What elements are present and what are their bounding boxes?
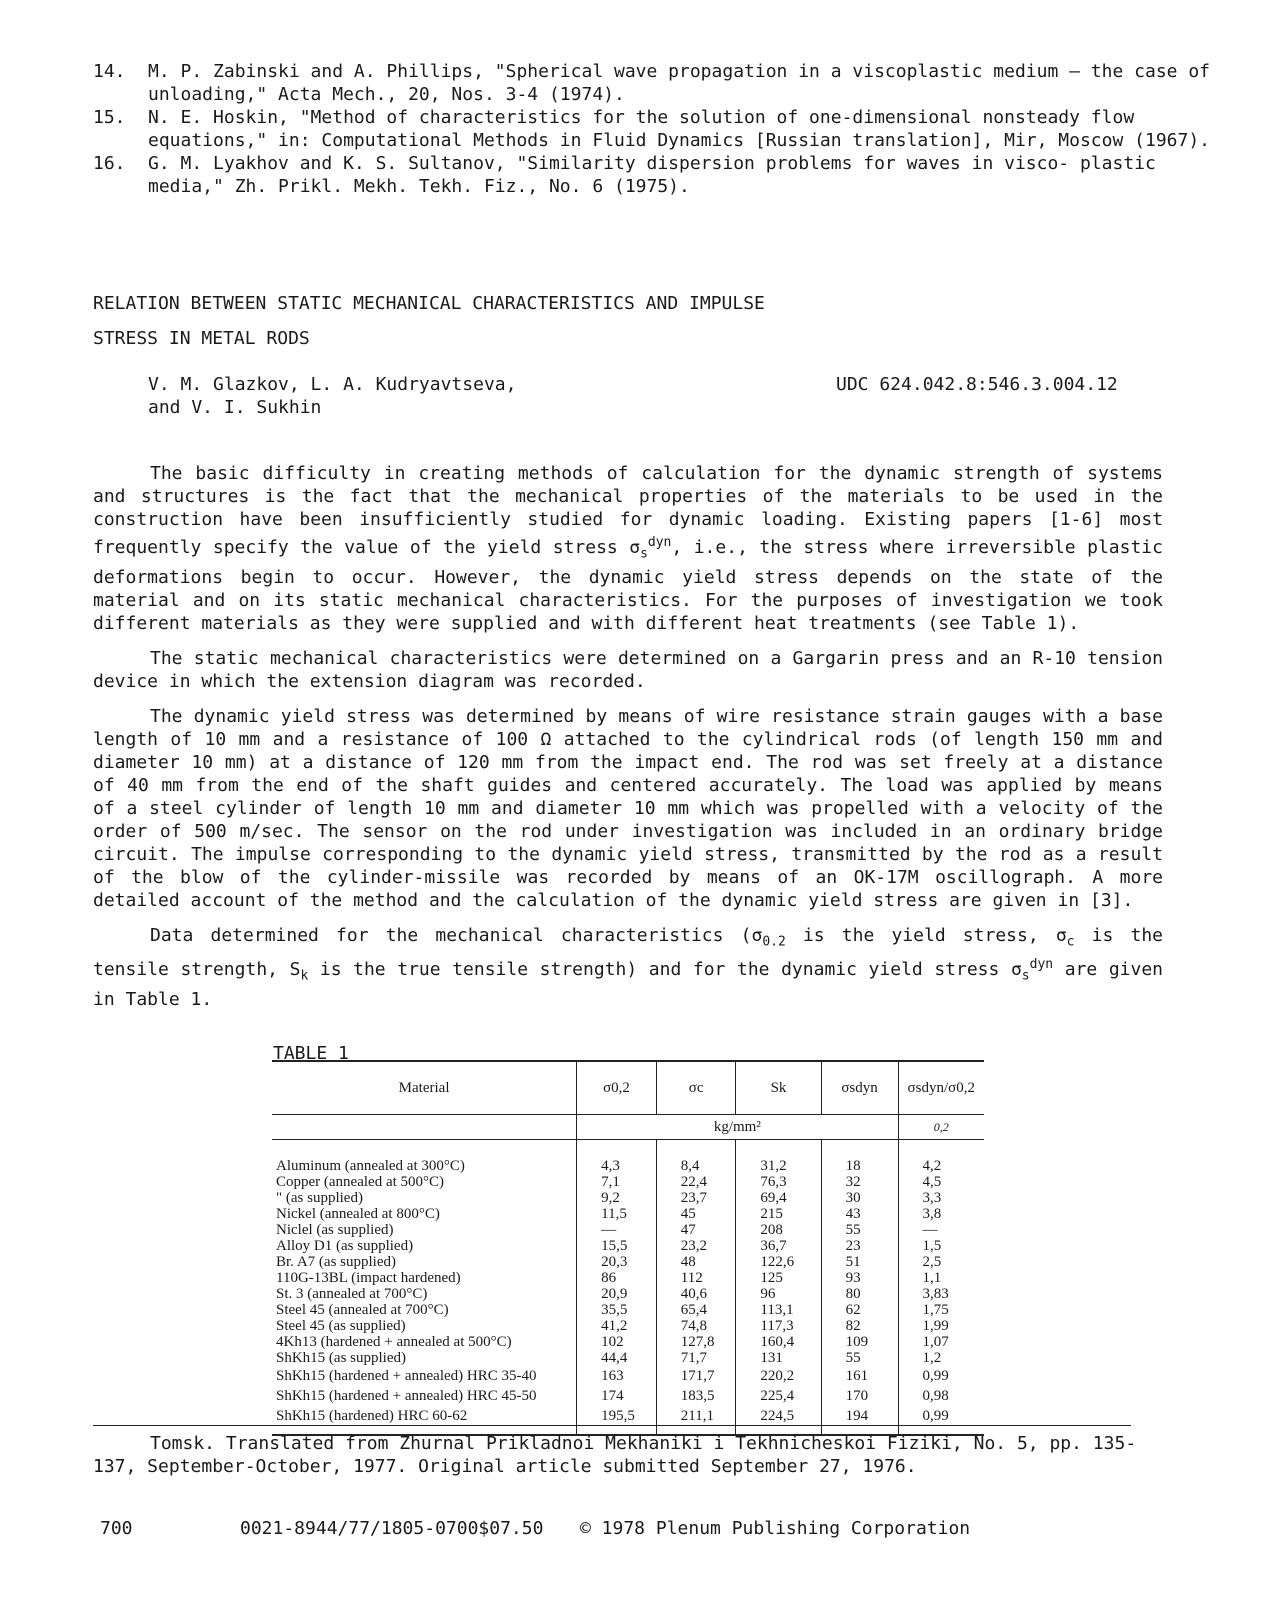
cell-sigma-dyn: 161 — [821, 1366, 898, 1386]
cell-sk: 96 — [736, 1286, 821, 1302]
cell-sk: 122,6 — [736, 1254, 821, 1270]
cell-material: " (as supplied) — [276, 1190, 363, 1206]
cell-material: Steel 45 (as supplied) — [276, 1318, 406, 1334]
cell-sk: 131 — [736, 1350, 821, 1366]
table-row — [272, 1350, 984, 1366]
article-title-line-1: RELATION BETWEEN STATIC MECHANICAL CHARACTERISTICS AND IMPULSE — [93, 293, 765, 314]
cell-sigma-c: 8,4 — [656, 1158, 736, 1174]
cell-material: St. 3 (annealed at 700°C) — [276, 1286, 428, 1302]
reference-text: N. E. Hoskin, "Method of characteristics for the solution of one-dimensional nonsteady flow equations," in: Computational Methods in Fluid Dynamics [Russian translation], Mir, Moscow (1967). — [148, 107, 1211, 151]
reference-text: G. M. Lyakhov and K. S. Sultanov, "Similarity dispersion problems for waves in visco- plastic media," Zh. Prikl. Mekh. Tekh. Fiz., No. 6 (1975). — [148, 153, 1167, 197]
cell-ratio: 1,99 — [898, 1318, 984, 1334]
cell-sigma-dyn: 18 — [821, 1158, 898, 1174]
cell-sigma-02: 195,5 — [577, 1406, 657, 1426]
cell-material: ShKh15 (as supplied) — [276, 1350, 406, 1366]
cell-ratio: 0,99 — [898, 1366, 984, 1386]
cell-ratio: — — [898, 1222, 984, 1238]
cell-sk: 117,3 — [736, 1318, 821, 1334]
reference-number: 14. — [93, 61, 126, 82]
cell-sigma-02: 11,5 — [577, 1206, 657, 1222]
cell-sigma-c: 47 — [656, 1222, 736, 1238]
cell-sigma-02: 20,9 — [577, 1286, 657, 1302]
cell-ratio: 1,75 — [898, 1302, 984, 1318]
cell-ratio: 0,99 — [898, 1406, 984, 1426]
cell-sk: 224,5 — [736, 1406, 821, 1426]
cell-sigma-02: 20,3 — [577, 1254, 657, 1270]
table-row — [272, 1206, 984, 1222]
cell-sigma-c: 127,8 — [656, 1334, 736, 1350]
header-sigma-dyn: σsdyn — [821, 1061, 898, 1115]
reference-item — [93, 152, 1213, 198]
references-list — [93, 60, 1221, 198]
cell-sigma-02: 4,3 — [577, 1158, 657, 1174]
cell-sigma-dyn: 82 — [821, 1318, 898, 1334]
udc-code: UDC 624.042.8:546.3.004.12 — [836, 374, 1118, 395]
cell-sigma-dyn: 55 — [821, 1350, 898, 1366]
cell-material: Steel 45 (annealed at 700°C) — [276, 1302, 449, 1318]
cell-ratio: 0,98 — [898, 1386, 984, 1406]
cell-sk: 225,4 — [736, 1386, 821, 1406]
header-material: Material — [272, 1061, 577, 1115]
cell-sigma-c: 23,7 — [656, 1190, 736, 1206]
paragraph-1: The basic difficulty in creating methods of calculation for the dynamic strength of systems and structures is the fact that the mechanical properties of the materials to be used in the construction have been insufficiently studied for dynamic loading. Existing papers [1-6] most frequently specify the value of the yield stress $\sigma_s^{dyn}$, i.e., the stress where irreversible plastic deformations begin to occur. However, the dynamic yield stress depends on the state of the material and on its static mechanical characteristics. For the purposes of investigation we took different materials as they were supplied and with different heat treatments (see Table 1). — [93, 463, 1163, 634]
cell-sigma-02: 9,2 — [577, 1190, 657, 1206]
reference-item — [93, 106, 1213, 152]
paragraph-3: The dynamic yield stress was determined by means of wire resistance strain gauges with a base length of 10 mm and a resistance of 100 Ω attached to the cylindrical rods (of length 150 mm and diameter 10 mm) at a distance of 120 mm from the impact end. The rod was set freely at a distance of 40 mm from the end of the shaft guides and centered accurately. The load was applied by means of a steel cylinder of length 10 mm and diameter 10 mm which was propelled with a velocity of the order of 500 m/sec. The sensor on the rod under investigation was included in an ordinary bridge circuit. The impulse corresponding to the dynamic yield stress, transmitted by the rod as a result of the blow of the cylinder-missile was recorded by means of an OK-17M oscillograph. A more detailed account of the method and the calculation of the dynamic yield stress are given in [3]. — [93, 705, 1163, 911]
cell-sigma-dyn: 23 — [821, 1238, 898, 1254]
cell-sigma-c: 112 — [656, 1270, 736, 1286]
journal-code: 0021-8944/77/1805-0700$07.50 — [240, 1518, 544, 1539]
cell-sk: 215 — [736, 1206, 821, 1222]
table-caption: TABLE 1 — [273, 1043, 349, 1064]
cell-sk: 125 — [736, 1270, 821, 1286]
cell-sk: 76,3 — [736, 1174, 821, 1190]
table-row — [272, 1406, 984, 1426]
table-row — [272, 1158, 984, 1174]
reference-text: M. P. Zabinski and A. Phillips, "Spherical wave propagation in a viscoplastic medium — the case of unloading," Acta Mech., 20, Nos. 3-4 (1974). — [148, 61, 1221, 105]
table-row — [272, 1238, 984, 1254]
header-sigma-02: σ0,2 — [577, 1061, 657, 1115]
header-sigma-c: σc — [656, 1061, 736, 1115]
units-row — [272, 1115, 984, 1140]
cell-sigma-02: 35,5 — [577, 1302, 657, 1318]
data-table — [272, 1060, 984, 1436]
cell-sigma-c: 171,7 — [656, 1366, 736, 1386]
cell-sigma-c: 183,5 — [656, 1386, 736, 1406]
cell-material: ShKh15 (hardened) HRC 60-62 — [276, 1408, 468, 1424]
cell-material: Aluminum (annealed at 300°C) — [276, 1158, 465, 1174]
cell-material: Alloy D1 (as supplied) — [276, 1238, 414, 1254]
table-row — [272, 1174, 984, 1190]
table-header-row — [272, 1061, 984, 1115]
footnote: Tomsk. Translated from Zhurnal Prikladnoi Mekhaniki i Tekhnicheskoi Fiziki, No. 5, pp. 135-137, September-October, 1977. Original article submitted September 27, 1976. — [93, 1433, 1137, 1477]
cell-sigma-02: 15,5 — [577, 1238, 657, 1254]
cell-sigma-c: 71,7 — [656, 1350, 736, 1366]
cell-sigma-c: 22,4 — [656, 1174, 736, 1190]
cell-sk: 220,2 — [736, 1366, 821, 1386]
cell-sigma-02: 163 — [577, 1366, 657, 1386]
cell-sk: 208 — [736, 1222, 821, 1238]
table-row — [272, 1302, 984, 1318]
table-row — [272, 1386, 984, 1406]
cell-sigma-02: 41,2 — [577, 1318, 657, 1334]
cell-sigma-dyn: 55 — [821, 1222, 898, 1238]
table-body — [272, 1158, 984, 1435]
cell-material: 110G-13BL (impact hardened) — [276, 1270, 461, 1286]
cell-ratio: 4,2 — [898, 1158, 984, 1174]
reference-item — [93, 60, 1221, 106]
cell-ratio: 1,2 — [898, 1350, 984, 1366]
cell-sigma-dyn: 194 — [821, 1406, 898, 1426]
cell-sigma-c: 45 — [656, 1206, 736, 1222]
units-label: kg/mm² — [577, 1115, 898, 1140]
cell-sigma-dyn: 51 — [821, 1254, 898, 1270]
cell-material: ShKh15 (hardened + annealed) HRC 35-40 — [276, 1368, 537, 1384]
paragraph-4: Data determined for the mechanical characteristics ($\sigma_{0.2}$ is the yield stress, $\sigma_c$ is the tensile strength, $S_k$ is the true tensile strength) and for the dynamic yield stress $\sigma_s^{dyn}$ are given in Table 1. — [93, 924, 1164, 1010]
table-row — [272, 1286, 984, 1302]
copyright: © 1978 Plenum Publishing Corporation — [580, 1518, 971, 1539]
cell-sigma-02: 86 — [577, 1270, 657, 1286]
header-ratio: σsdyn/σ0,2 — [898, 1061, 984, 1115]
table-row — [272, 1270, 984, 1286]
cell-ratio: 3,8 — [898, 1206, 984, 1222]
cell-sk: 160,4 — [736, 1334, 821, 1350]
cell-sk: 31,2 — [736, 1158, 821, 1174]
table-row — [272, 1334, 984, 1350]
cell-material: Niclel (as supplied) — [276, 1222, 394, 1238]
table-row — [272, 1190, 984, 1206]
cell-ratio: 3,83 — [898, 1286, 984, 1302]
cell-sigma-dyn: 170 — [821, 1386, 898, 1406]
cell-sigma-dyn: 93 — [821, 1270, 898, 1286]
cell-sigma-c: 65,4 — [656, 1302, 736, 1318]
paragraph-2: The static mechanical characteristics were determined on a Gargarin press and an R-10 tension device in which the extension diagram was recorded. — [93, 647, 1163, 692]
cell-sk: 36,7 — [736, 1238, 821, 1254]
cell-sigma-c: 23,2 — [656, 1238, 736, 1254]
cell-sigma-02: 102 — [577, 1334, 657, 1350]
reference-number: 16. — [93, 153, 126, 174]
cell-sigma-dyn: 30 — [821, 1190, 898, 1206]
cell-ratio: 1,1 — [898, 1270, 984, 1286]
cell-sigma-02: — — [577, 1222, 657, 1238]
header-sk: Sk — [736, 1061, 821, 1115]
cell-sigma-02: 7,1 — [577, 1174, 657, 1190]
cell-material: Copper (annealed at 500°C) — [276, 1174, 445, 1190]
cell-sigma-c: 48 — [656, 1254, 736, 1270]
cell-ratio: 2,5 — [898, 1254, 984, 1270]
article-title-line-2: STRESS IN METAL RODS — [93, 328, 310, 349]
cell-material: Nickel (annealed at 800°C) — [276, 1206, 440, 1222]
cell-sigma-02: 44,4 — [577, 1350, 657, 1366]
table-row — [272, 1254, 984, 1270]
table-row — [272, 1318, 984, 1334]
cell-sk: 113,1 — [736, 1302, 821, 1318]
cell-ratio: 3,3 — [898, 1190, 984, 1206]
units-ratio: 0,2 — [898, 1115, 984, 1140]
cell-sigma-dyn: 80 — [821, 1286, 898, 1302]
cell-ratio: 4,5 — [898, 1174, 984, 1190]
cell-ratio: 1,5 — [898, 1238, 984, 1254]
cell-sigma-c: 74,8 — [656, 1318, 736, 1334]
reference-number: 15. — [93, 107, 126, 128]
cell-material: Br. A7 (as supplied) — [276, 1254, 396, 1270]
article-body — [93, 462, 1163, 1023]
cell-material: 4Kh13 (hardened + annealed at 500°C) — [276, 1334, 512, 1350]
cell-sigma-dyn: 43 — [821, 1206, 898, 1222]
table-row — [272, 1366, 984, 1386]
cell-material: ShKh15 (hardened + annealed) HRC 45-50 — [276, 1388, 537, 1404]
cell-sigma-dyn: 62 — [821, 1302, 898, 1318]
cell-sigma-02: 174 — [577, 1386, 657, 1406]
cell-ratio: 1,07 — [898, 1334, 984, 1350]
footnote-divider — [93, 1425, 1131, 1426]
page-number: 700 — [100, 1518, 133, 1539]
cell-sigma-dyn: 32 — [821, 1174, 898, 1190]
cell-sigma-dyn: 109 — [821, 1334, 898, 1350]
cell-sk: 69,4 — [736, 1190, 821, 1206]
table-row — [272, 1222, 984, 1238]
cell-sigma-c: 40,6 — [656, 1286, 736, 1302]
cell-sigma-c: 211,1 — [656, 1406, 736, 1426]
article-authors: V. M. Glazkov, L. A. Kudryavtseva, and V. I. Sukhin — [148, 374, 517, 418]
